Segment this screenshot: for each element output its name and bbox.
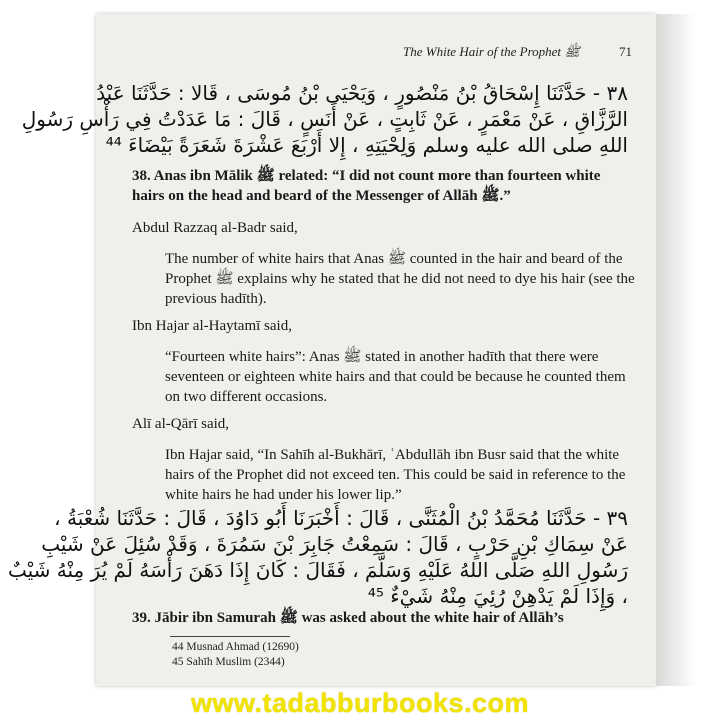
commentator-1: Abdul Razzaq al-Badr said, xyxy=(132,220,298,236)
footnote-divider xyxy=(170,636,290,637)
page-number: 71 xyxy=(619,44,632,59)
arabic-line: عَنْ سِمَاكِ بْنِ حَرْبٍ ، قَالَ : سَمِعْتُ جَابِرَ بْنَ سَمُرَةَ ، وَقَدْ سُئِلَ عَنْ شَيْبِ xyxy=(41,532,628,556)
hadith-39-translation: 39. Jābir ibn Samurah ﷺ was asked about the white hair of Allāh’s xyxy=(132,610,564,626)
hadith-38-translation: 38. Anas ibn Mālik ﷺ related: “I did not count more than fourteen white hairs on the head and beard of the Messenger of Allāh ﷺ.” xyxy=(132,168,601,204)
commentator-3: Alī al-Qārī said, xyxy=(132,416,230,432)
footnote-45: 45 Sahīh Muslim (2344) xyxy=(172,656,285,668)
hadith-39-arabic xyxy=(7,505,628,609)
running-title: The White Hair of the Prophet ﷺ xyxy=(403,44,580,59)
arabic-line: ٣٩ - حَدَّثَنَا مُحَمَّدُ بْنُ الْمُثَنَّى ، قَالَ : أَخْبَرَنَا أَبُو دَاوُدَ ، قَالَ : حَدَّثَنَا شُعْبَةُ ، xyxy=(54,506,628,530)
commentary-2: “Fourteen white hairs”: Anas ﷺ stated in another hadīth that there were seventeen or eighteen white hairs and that could be because he counted them on two different occasions. xyxy=(165,349,626,405)
arabic-line: ، وَإِذَا لَمْ يَدْهِنْ رُئِيَ مِنْهُ شَيْءٌ ⁴⁵ xyxy=(367,584,628,608)
page-edge-shadow xyxy=(656,14,696,686)
arabic-line: اللهِ صلى الله عليه وسلم وَلِحْيَتِهِ ، إِلا أَرْبَعَ عَشْرَةَ شَعَرَةً بَيْضَاءَ ⁴⁴ xyxy=(105,133,628,157)
hadith-38-arabic xyxy=(21,80,628,158)
commentary-3: Ibn Hajar said, “In Sahīh al-Bukhārī, ʿAbdullāh ibn Busr said that the white hairs of the Prophet did not exceed ten. This could be said in reference to the white hairs he had under his lower lip.” xyxy=(165,447,626,503)
footnote-44: 44 Musnad Ahmad (12690) xyxy=(172,641,299,653)
arabic-line: ٣٨ - حَدَّثَنَا إِسْحَاقُ بْنُ مَنْصُورٍ ، وَيَحْيَى بْنُ مُوسَى ، قَالا : حَدَّثَنَا عَبْدُ xyxy=(96,81,628,105)
arabic-line: رَسُولِ اللهِ صَلَّى اللهُ عَلَيْهِ وَسَلَّمَ ، فَقَالَ : كَانَ إِذَا دَهَنَ رَأْسَهُ لَمْ يُرَ مِنْهُ شَيْبٌ xyxy=(7,558,628,582)
arabic-line: الرَّزَّاقِ ، عَنْ مَعْمَرٍ ، عَنْ ثَابِتٍ ، عَنْ أَنَسٍ ، قَالَ : مَا عَدَدْتُ فِي رَأْسِ رَسُولِ xyxy=(21,107,628,131)
commentator-2: Ibn Hajar al-Haytamī said, xyxy=(132,318,292,334)
watermark-url: www.tadabburbooks.com xyxy=(190,688,530,718)
commentary-1: The number of white hairs that Anas ﷺ counted in the hair and beard of the Prophet ﷺ explains why he stated that he did not need to dye his hair (see the previous hadīth). xyxy=(165,251,635,307)
